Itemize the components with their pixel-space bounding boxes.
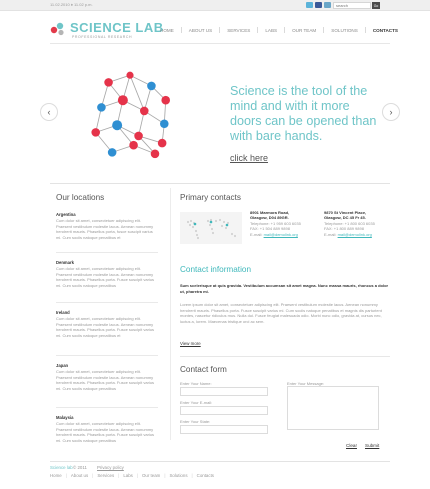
- search-button-label: Go: [373, 4, 379, 8]
- state-label: Enter Your State:: [180, 419, 211, 424]
- contact-form-heading: Contact form: [180, 365, 227, 374]
- footer-nav-home[interactable]: Home: [50, 473, 62, 478]
- header-divider: [50, 43, 390, 44]
- location-text: Cum dolor sit amet, consectetuer adipiscing elit. Praesent vestibulum molestie lacus. Aenean nonummy hendrerit mauris. Phasellus porta. Fusce suscipit varius mi. Cum sociis natoque penatibus: [56, 421, 155, 443]
- contact-information-heading: Contact information: [180, 265, 251, 274]
- clear-button[interactable]: Clear: [346, 443, 357, 448]
- footer-nav-labs[interactable]: Labs: [123, 473, 133, 478]
- search-button[interactable]: [372, 2, 380, 9]
- twitter-icon[interactable]: [306, 2, 313, 8]
- location-name: Malaysia: [56, 415, 74, 420]
- contact-body: Lorem ipsum dolor sit amet, consectetuer adipiscing elit. Praesent vestibulum molestie lacus. Aenean nonummy hendrerit mauris. Phasellus porta. Fusce suscipit varius mi. Cum sociis natoque penatibus et magnis dis parturient montes, nascetur ridiculus mus. Nulla dui. Fusce feugiat malesuada odio. Morbi nunc odio, gravida at, cursus nec, luctus a, lorem. Maecenas tristique orci ac sem.: [180, 302, 382, 324]
- footer-nav: [50, 473, 218, 478]
- date-time: 11.02.2010 ♦ 11.02 p.m.: [50, 2, 93, 7]
- privacy-policy-link[interactable]: Privacy policy: [97, 465, 124, 470]
- location-text: Cum dolor sit amet, consectetuer adipiscing elit. Praesent vestibulum molestie lacus. Aenean nonummy hendrerit mauris. Phasellus porta. Fusce suscipit varius mi. Cum sociis natoque penatibus et: [56, 316, 155, 338]
- chevron-left-icon: ‹: [47, 107, 51, 117]
- slider-divider: [50, 183, 390, 184]
- nav-separator: [284, 27, 285, 33]
- address-city: Glasgow, DC 45 Fr 45.: [324, 215, 366, 221]
- footer-nav-separator: |: [191, 473, 193, 478]
- footer-nav-contacts[interactable]: Contacts: [196, 473, 214, 478]
- locations-heading: Our locations: [56, 193, 105, 202]
- location-divider: [56, 302, 158, 303]
- address-email-link[interactable]: mail@demolink.org: [263, 231, 298, 237]
- footer-nav-services[interactable]: Services: [97, 473, 115, 478]
- location-name: Ireland: [56, 310, 70, 315]
- message-label: Enter Your Message:: [287, 381, 325, 386]
- location-text: Cum dolor sit amet, consectetuer adipiscing elit. Praesent vestibulum molestie lacus. Aenean nonummy hendrerit mauris. Phasellus porta, fusce suscipit varius mi. Cum sociis natoque penatibus et: [56, 218, 154, 240]
- address-city: Glasgow, D04 89GR.: [250, 215, 289, 221]
- facebook-icon[interactable]: [315, 2, 322, 8]
- chevron-right-icon: ›: [389, 107, 393, 117]
- email-field[interactable]: [180, 406, 268, 415]
- footer-nav-our-team[interactable]: Our team: [142, 473, 161, 478]
- top-bar: [0, 0, 430, 11]
- address-email-label: E-mail:: [324, 231, 337, 237]
- nav-separator: [257, 27, 258, 33]
- nav-separator: [323, 27, 324, 33]
- nav-item-about-us[interactable]: ABOUT US: [188, 27, 213, 33]
- state-field[interactable]: [180, 425, 268, 434]
- column-divider: [170, 188, 171, 440]
- slider-prev-button[interactable]: [40, 103, 58, 121]
- footer-copyright: © 2011: [73, 465, 87, 470]
- footer-nav-separator: |: [164, 473, 166, 478]
- address-email-link[interactable]: mail@demolink.org: [337, 231, 372, 237]
- molecule-image: [80, 52, 180, 177]
- nav-separator: [181, 27, 182, 33]
- address-telephone: Telephone: +1 959 603 6035: [250, 220, 301, 226]
- slider-headline: Science is the tool of the mind and with it more doors can be opened than with bare hands.: [230, 84, 377, 143]
- address-street: 8901 Marmora Road,: [250, 210, 290, 215]
- contact-intro: Sum scelerisque at quis gravida. Vestibulum accumsan sit amet magna. Nunc massa mauris, rhoncus a dolor ut, pharetra mi.: [180, 283, 389, 294]
- location-name: Denmark: [56, 260, 74, 265]
- slider-next-button[interactable]: [382, 103, 400, 121]
- location-divider: [56, 355, 158, 356]
- footer-nav-separator: |: [118, 473, 120, 478]
- search-input[interactable]: search: [333, 2, 371, 9]
- primary-contacts-heading: Primary contacts: [180, 193, 241, 202]
- address-fax: FAX: +1 504 889 9898: [250, 226, 290, 232]
- address-street: 9870 St Vincent Place,: [324, 210, 367, 215]
- submit-button[interactable]: Submit: [365, 443, 380, 448]
- footer-nav-separator: |: [136, 473, 138, 478]
- location-text: Cum dolor sit amet, consectetuer adipiscing elit. Praesent vestibulum molestie lacus. Aenean nonummy hendrerit mauris. Phasellus porta. Fusce suscipit varius mi. Cum sociis natoque penatibus: [56, 369, 155, 391]
- address-email-label: E-mail:: [250, 231, 263, 237]
- address-telephone: Telephone: +1 800 603 6035: [324, 220, 375, 226]
- address-fax: FAX: +1 800 889 9898: [324, 226, 364, 232]
- name-field[interactable]: [180, 387, 268, 396]
- footer-nav-separator: |: [92, 473, 94, 478]
- location-name: Argentina: [56, 212, 76, 217]
- address-block: [250, 210, 314, 237]
- nav-separator: [365, 27, 366, 33]
- nav-item-home[interactable]: HOME: [160, 27, 174, 33]
- address-email-row: [324, 232, 388, 237]
- view-more-link[interactable]: View more: [180, 341, 201, 346]
- rss-icon[interactable]: [324, 2, 331, 8]
- email-label: Enter Your E-mail:: [180, 400, 213, 405]
- logo-name[interactable]: SCIENCE LAB: [70, 20, 164, 35]
- location-text: Cum dolor sit amet, consectetuer adipiscing elit. Praesent vestibulum molestie lacus. Aenean nonummy hendrerit mauris. Phasellus porta. Fusce suscipit varius mi. Cum sociis natoque penatibus: [56, 266, 155, 288]
- name-label: Enter Your Name:: [180, 381, 212, 386]
- nav-separator: [219, 27, 220, 33]
- nav-item-solutions[interactable]: SOLUTIONS: [331, 27, 358, 33]
- logo-tagline: PROFESSIONAL RESEARCH: [72, 35, 133, 39]
- address-email-row: [250, 232, 314, 237]
- nav-item-contacts[interactable]: CONTACTS: [372, 27, 398, 33]
- footer-nav-separator: |: [65, 473, 67, 478]
- footer-divider: [50, 461, 390, 462]
- main-nav: [160, 26, 398, 34]
- contact-info-divider: [180, 356, 390, 357]
- footer-nav-about-us[interactable]: About us: [70, 473, 89, 478]
- slider-click-here-link[interactable]: click here: [230, 153, 269, 163]
- logo-icon[interactable]: [50, 22, 70, 36]
- location-divider: [56, 407, 158, 408]
- location-divider: [56, 252, 158, 253]
- location-name: Japan: [56, 363, 69, 368]
- world-map-image: [180, 212, 242, 244]
- nav-item-services[interactable]: SERVICES: [227, 27, 251, 33]
- message-field[interactable]: [287, 386, 379, 430]
- nav-item-labs[interactable]: LABS: [265, 27, 278, 33]
- address-block: [324, 210, 388, 237]
- footer-nav-solutions[interactable]: Solutions: [169, 473, 188, 478]
- nav-item-our-team[interactable]: OUR TEAM: [292, 27, 317, 33]
- footer-logo[interactable]: Science lab: [50, 465, 73, 470]
